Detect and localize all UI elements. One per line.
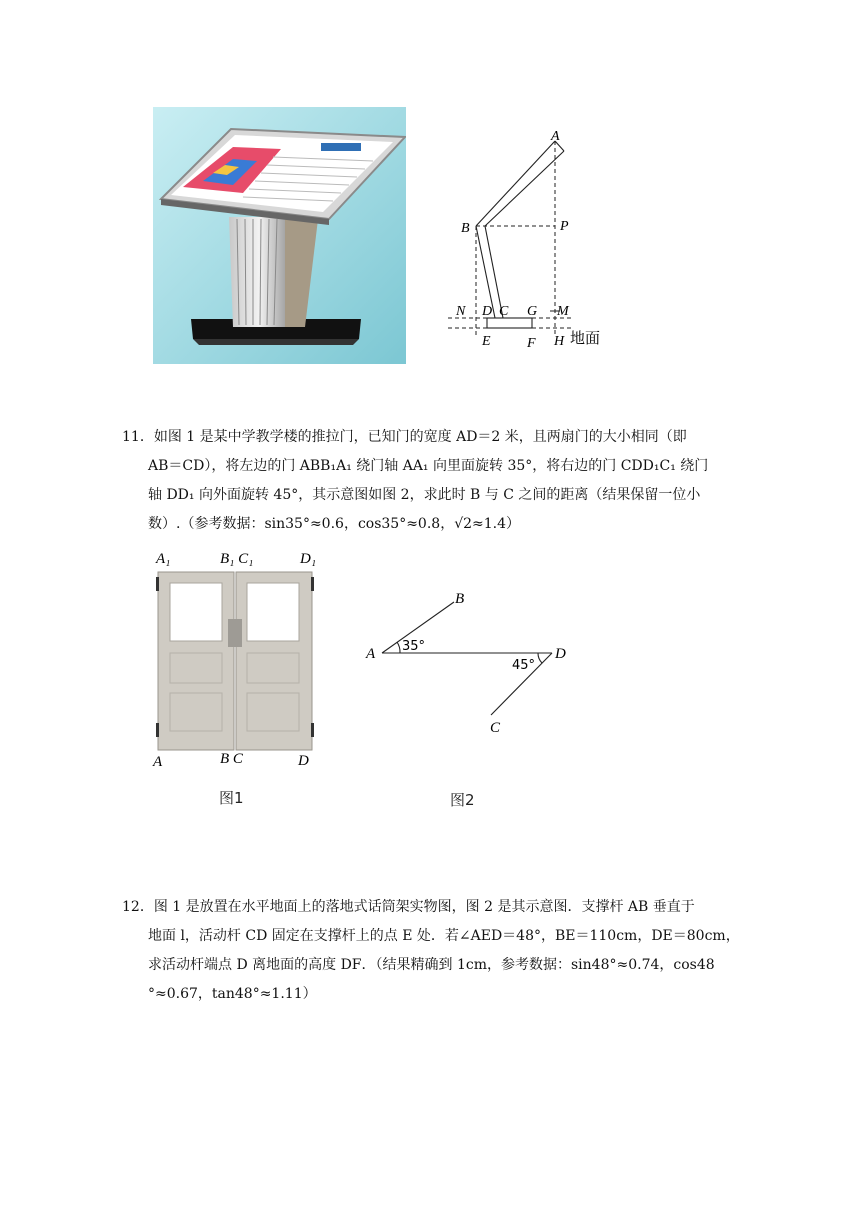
label-bc: B C <box>220 751 243 767</box>
figure-1-caption: 图1 <box>219 789 244 807</box>
q12-line-2: 地面 l，活动杆 CD 固定在支撑杆上的点 E 处．若∠AED＝48°，BE＝110cm，DE＝80cm， <box>148 928 740 944</box>
q11-line-1: 如图 1 是某中学教学楼的推拉门，已知门的宽度 AD＝2 米，且两扇门的大小相同（即 <box>153 429 687 445</box>
question-12 <box>122 893 742 1009</box>
label-a: A <box>366 646 376 662</box>
label-m: M <box>557 304 569 319</box>
label-e: E <box>482 334 491 349</box>
angle-a-label: 35° <box>402 639 426 654</box>
label-f: F <box>527 336 536 351</box>
label-b1c1: B₁ C₁ <box>220 551 254 567</box>
question-number: 12． <box>122 899 154 915</box>
q12-line-1: 图 1 是放置在水平地面上的落地式话筒架实物图，图 2 是其示意图．支撑杆 AB 垂直于 <box>153 899 695 915</box>
label-c: C <box>499 304 509 319</box>
q11-line-4: 数）.（参考数据：sin35°≈0.6，cos35°≈0.8，√2≈1.4） <box>148 516 521 532</box>
label-a: A <box>551 129 560 144</box>
angle-d-label: 45° <box>512 658 536 673</box>
label-c: C <box>490 720 501 735</box>
label-a: A <box>153 754 163 770</box>
label-a1: A₁ <box>156 551 171 567</box>
label-b: B <box>455 591 465 607</box>
q11-line-2: AB＝CD），将左边的门 ABB₁A₁ 绕门轴 AA₁ 向里面旋转 35°，将右边的门 CDD₁C₁ 绕门 <box>148 458 709 474</box>
label-p: P <box>560 219 569 234</box>
q12-line-4: °≈0.67，tan48°≈1.11） <box>148 986 317 1002</box>
label-d1: D₁ <box>300 551 317 567</box>
label-n: N <box>456 304 466 319</box>
label-b: B <box>461 221 470 236</box>
question-11 <box>122 423 742 539</box>
label-h: H <box>554 334 565 349</box>
label-d: D <box>482 304 493 319</box>
kiosk-diagram <box>440 125 620 353</box>
label-d: D <box>298 753 309 769</box>
q11-line-3: 轴 DD₁ 向外面旋转 45°，其示意图如图 2，求此时 B 与 C 之间的距离（结果保留一位小 <box>148 487 701 503</box>
question-number: 11． <box>122 429 154 445</box>
kiosk-photo <box>153 107 406 364</box>
label-d: D <box>555 646 566 662</box>
door-figure <box>148 545 328 775</box>
figure-2-caption: 图2 <box>450 791 475 809</box>
ground-label: 地面 <box>570 329 601 347</box>
angle-diagram <box>362 585 582 735</box>
label-g: G <box>527 304 538 319</box>
q12-line-3: 求活动杆端点 D 离地面的高度 DF．（结果精确到 1cm，参考数据：sin48°≈0.74，cos48 <box>148 957 715 973</box>
